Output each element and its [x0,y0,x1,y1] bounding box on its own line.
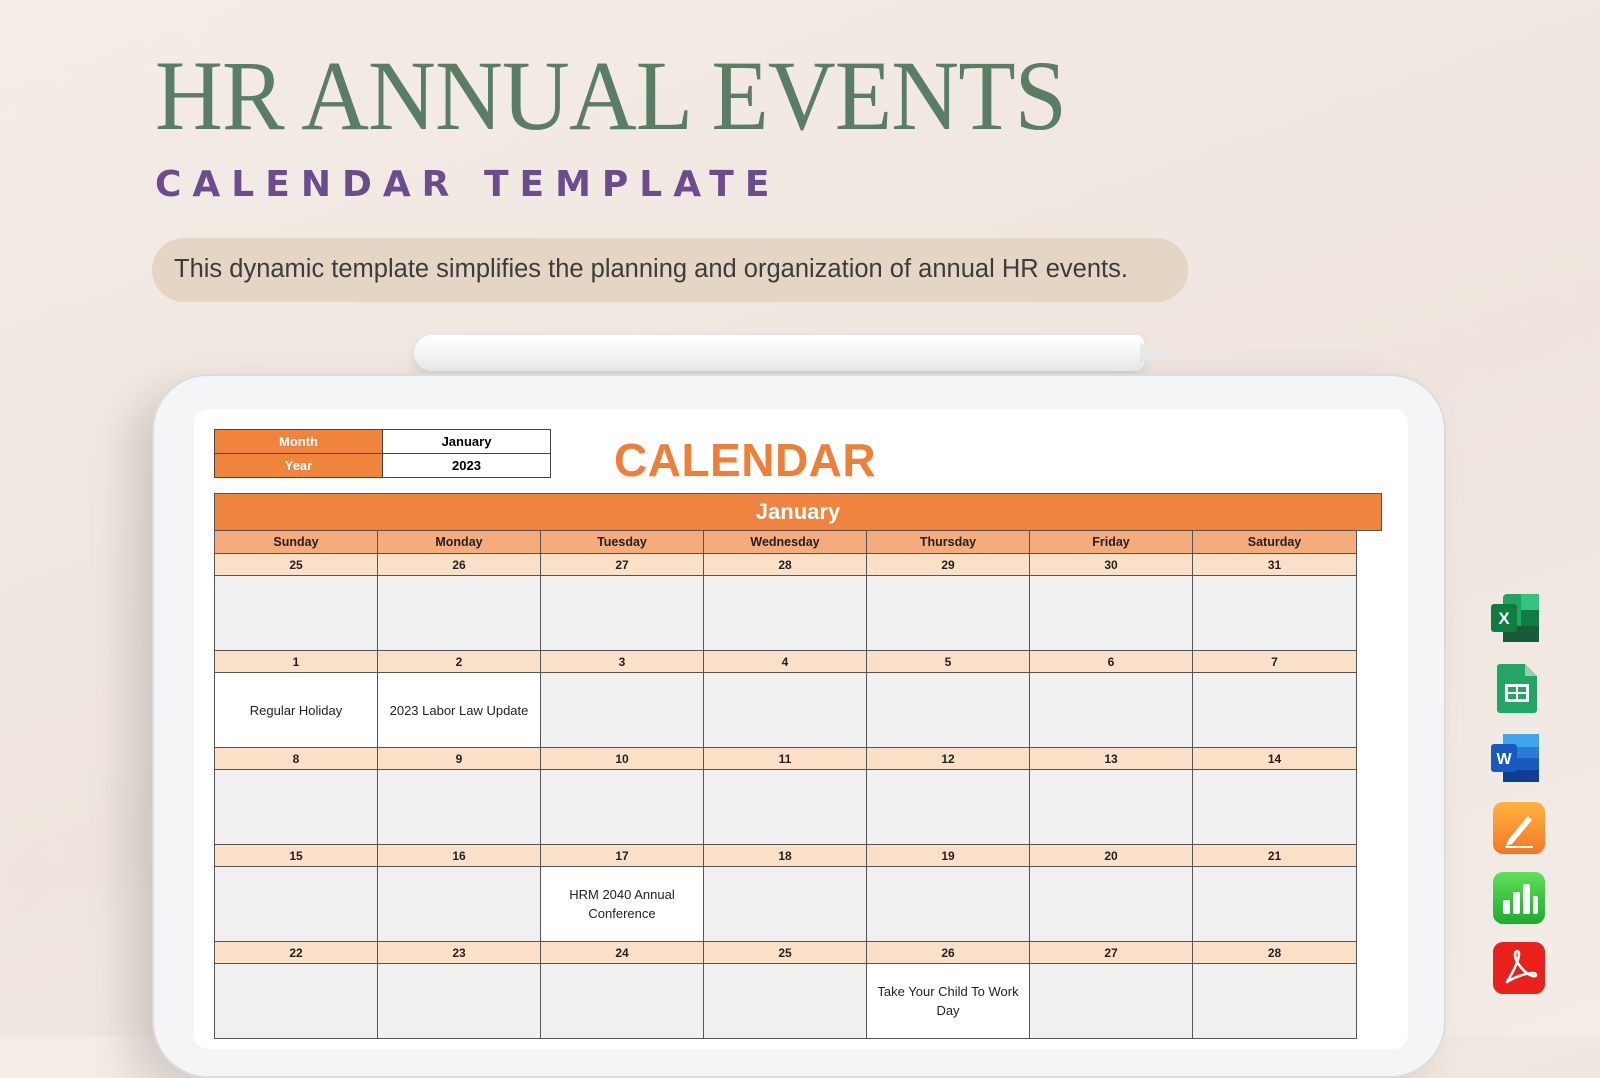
day-cell[interactable] [215,964,378,1039]
weekday-header: Wednesday [704,531,867,554]
day-cell[interactable] [215,867,378,942]
date-number-cell: 15 [215,845,378,867]
numbers-icon[interactable] [1493,872,1545,924]
date-number-cell: 16 [378,845,541,867]
weekday-header: Monday [378,531,541,554]
date-number-cell: 26 [867,942,1030,964]
pdf-icon[interactable] [1493,942,1545,994]
weekday-header: Tuesday [541,531,704,554]
day-cell[interactable] [1193,867,1357,942]
date-number-cell: 4 [704,651,867,673]
day-cell[interactable] [1030,867,1193,942]
day-cell[interactable] [704,673,867,748]
date-number-cell: 22 [215,942,378,964]
event-cell[interactable]: Take Your Child To Work Day [867,964,1030,1039]
date-number-cell: 11 [704,748,867,770]
event-cell[interactable]: HRM 2040 Annual Conference [541,867,704,942]
date-number-cell: 20 [1030,845,1193,867]
day-cell[interactable] [1193,770,1357,845]
day-cell[interactable] [1030,770,1193,845]
pages-icon[interactable] [1493,802,1545,854]
date-number-cell: 10 [541,748,704,770]
day-cell[interactable] [541,673,704,748]
google-sheets-icon[interactable] [1491,662,1543,714]
date-number-cell: 21 [1193,845,1357,867]
svg-text:W: W [1496,751,1512,768]
date-number-cell: 28 [1193,942,1357,964]
weekday-header: Sunday [215,531,378,554]
day-cell[interactable] [867,673,1030,748]
weekday-header: Thursday [867,531,1030,554]
date-number-cell: 26 [378,554,541,576]
day-cell[interactable] [215,770,378,845]
month-year-table [214,429,551,478]
day-cell[interactable] [378,867,541,942]
day-cell[interactable] [541,576,704,651]
date-number-cell: 14 [1193,748,1357,770]
date-number-cell: 31 [1193,554,1357,576]
day-cell[interactable] [378,964,541,1039]
date-number-cell: 25 [215,554,378,576]
description-pill [152,238,1188,302]
date-number-cell: 8 [215,748,378,770]
day-cell[interactable] [1030,576,1193,651]
date-number-cell: 27 [1030,942,1193,964]
month-value-cell[interactable]: January [383,430,551,454]
page-title: HR ANNUAL EVENTS [155,40,1067,151]
month-label: Month [215,430,383,454]
date-number-cell: 17 [541,845,704,867]
date-number-cell: 6 [1030,651,1193,673]
day-cell[interactable] [215,576,378,651]
day-cell[interactable] [541,964,704,1039]
date-number-cell: 2 [378,651,541,673]
calendar-grid [214,530,1357,1039]
description-text: This dynamic template simplifies the planning and organization of annual HR events. [174,255,1128,283]
page-subtitle: CALENDAR TEMPLATE [155,164,781,205]
date-number-cell: 29 [867,554,1030,576]
day-cell[interactable] [1193,673,1357,748]
day-cell[interactable] [867,867,1030,942]
date-number-cell: 13 [1030,748,1193,770]
date-number-cell: 30 [1030,554,1193,576]
stylus-tip [1140,343,1174,363]
date-number-cell: 25 [704,942,867,964]
day-cell[interactable] [1030,964,1193,1039]
date-number-cell: 28 [704,554,867,576]
year-value-cell[interactable]: 2023 [383,454,551,478]
date-number-cell: 7 [1193,651,1357,673]
month-header: January [214,493,1382,531]
date-number-cell: 18 [704,845,867,867]
day-cell[interactable] [867,770,1030,845]
stylus-pencil [414,335,1144,371]
weekday-header: Friday [1030,531,1193,554]
date-number-cell: 12 [867,748,1030,770]
calendar-title: CALENDAR [614,434,877,486]
date-number-cell: 19 [867,845,1030,867]
date-number-cell: 5 [867,651,1030,673]
svg-text:X: X [1498,609,1510,628]
date-number-cell: 23 [378,942,541,964]
day-cell[interactable] [704,770,867,845]
day-cell[interactable] [867,576,1030,651]
date-number-cell: 24 [541,942,704,964]
date-number-cell: 3 [541,651,704,673]
tablet-screen [194,409,1408,1049]
event-cell[interactable]: Regular Holiday [215,673,378,748]
day-cell[interactable] [541,770,704,845]
day-cell[interactable] [704,576,867,651]
day-cell[interactable] [1193,576,1357,651]
day-cell[interactable] [378,770,541,845]
day-cell[interactable] [1030,673,1193,748]
word-icon[interactable] [1489,732,1541,784]
day-cell[interactable] [1193,964,1357,1039]
weekday-header: Saturday [1193,531,1357,554]
year-label: Year [215,454,383,478]
day-cell[interactable] [704,867,867,942]
day-cell[interactable] [378,576,541,651]
excel-icon[interactable] [1489,592,1541,644]
date-number-cell: 27 [541,554,704,576]
day-cell[interactable] [704,964,867,1039]
date-number-cell: 9 [378,748,541,770]
date-number-cell: 1 [215,651,378,673]
event-cell[interactable]: 2023 Labor Law Update [378,673,541,748]
